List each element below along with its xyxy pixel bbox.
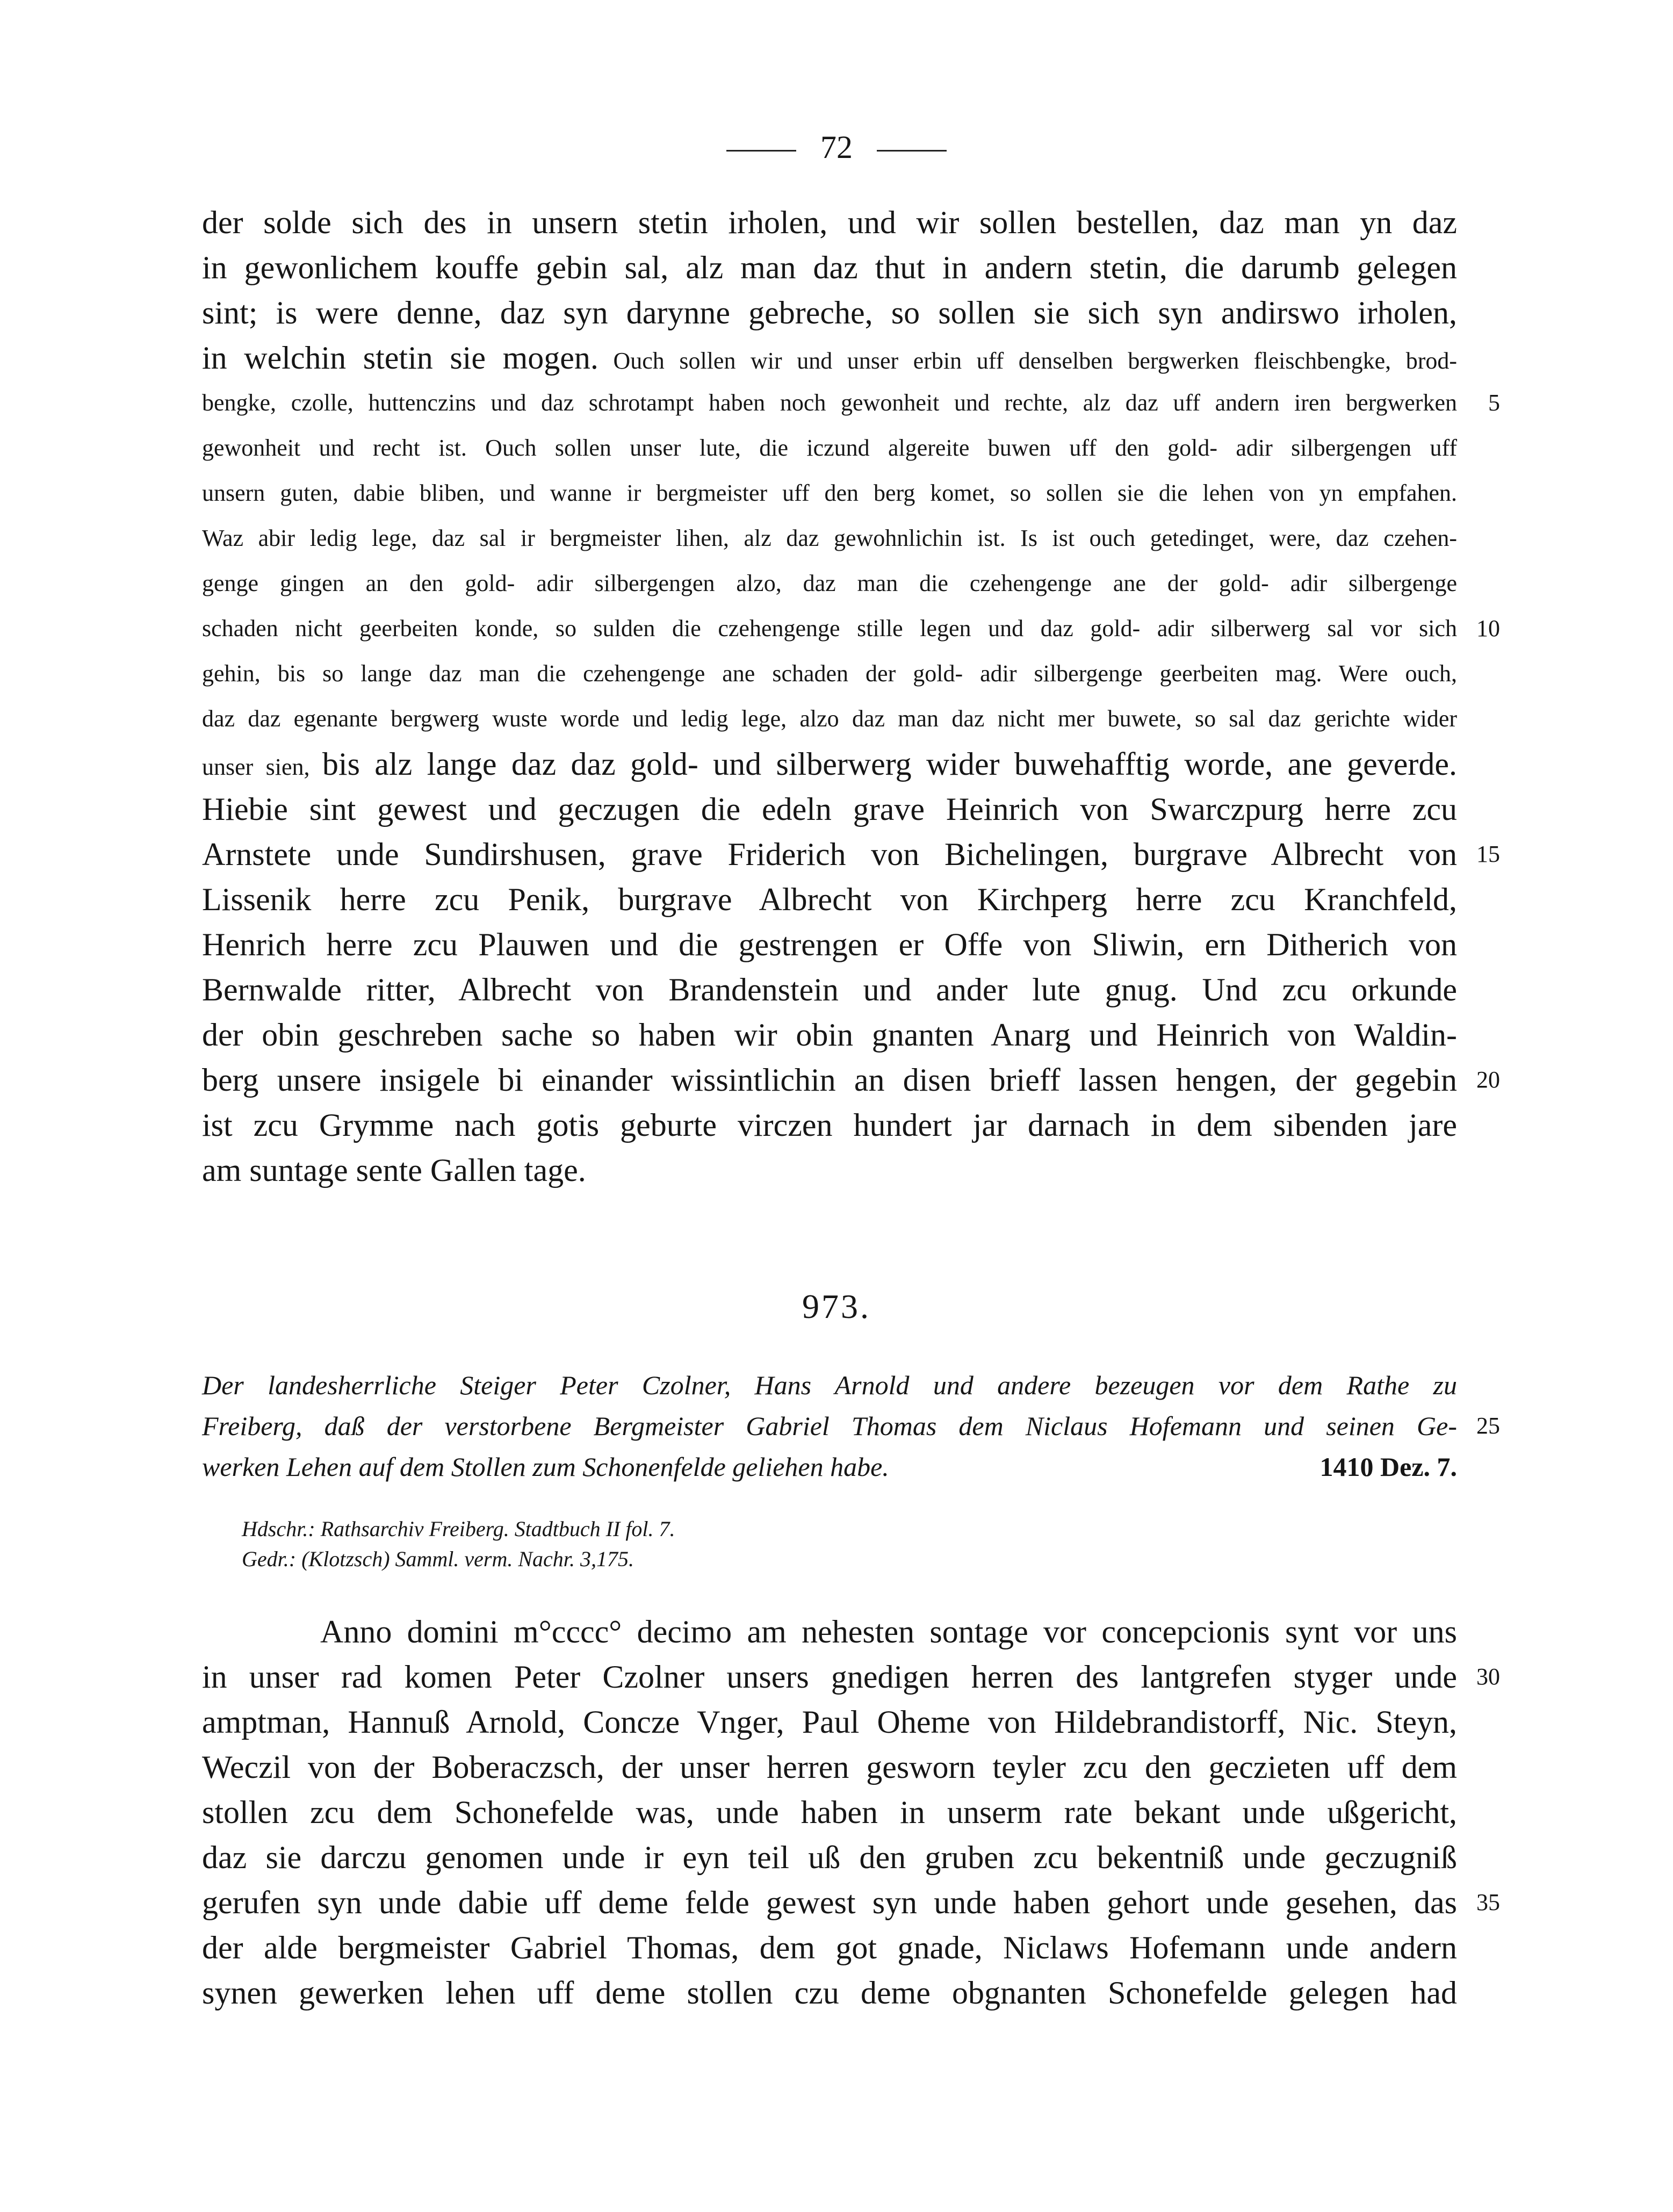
text-run: Arnstete unde Sundirshusen, grave Friderich von Bichelingen, burgrave Albrecht von xyxy=(202,837,1457,872)
regest-line: Freiberg, daß der verstorbene Bergmeister Gabriel Thomas dem Niclaus Hofemann und seinen Ge- 25 xyxy=(202,1406,1457,1446)
text-line xyxy=(202,877,1457,922)
source-manuscript: Hdschr.: Rathsarchiv Freiberg. Stadtbuch II fol. 7. xyxy=(242,1517,675,1541)
text-run: ist zcu Grymme nach gotis geburte virczen hundert jar darnach in dem sibenden jare xyxy=(202,1107,1457,1143)
text-line xyxy=(202,426,1457,471)
text-run: Ouch sollen wir und unser erbin uff denselben bergwerken fleischbengke, brod- xyxy=(598,348,1458,374)
page-header xyxy=(0,129,1673,166)
text-run: bis alz lange daz daz gold- und silberwerg wider buwehafftig worde, ane geverde. xyxy=(322,746,1457,782)
sources xyxy=(242,1514,675,1574)
regest-line: werken Lehen auf dem Stollen zum Schonenfelde geliehen habe. 1410 Dez. 7. xyxy=(202,1446,1457,1487)
text-run: am suntage sente Gallen tage. xyxy=(202,1152,586,1188)
text-run: stollen zcu dem Schonefelde was, unde haben in unserm rate bekant unde ußgericht, xyxy=(202,1795,1457,1830)
text-line xyxy=(202,1699,1457,1745)
line-number: 25 xyxy=(1476,1413,1500,1439)
text-line xyxy=(202,741,1457,787)
text-line xyxy=(202,787,1457,832)
header-rule-right xyxy=(877,150,947,152)
text-line xyxy=(202,696,1457,741)
text-line xyxy=(202,1103,1457,1148)
text-run: in gewonlichem kouffe gebin sal, alz man daz thut in andern stetin, die darumb gelegen xyxy=(202,250,1457,285)
text-run: unsern guten, dabie bliben, und wanne ir bergmeister uff den berg komet, so sollen sie die lehen von yn empfahen. xyxy=(202,480,1457,506)
text-run: in welchin stetin sie mogen. xyxy=(202,340,598,376)
lower-text-block xyxy=(202,1609,1500,2015)
document-number: 973. xyxy=(802,1287,871,1325)
text-run: daz daz egenante bergwerg wuste worde und ledig lege, alzo daz man daz nicht mer buwete, so sal daz gerichte wider xyxy=(202,705,1457,732)
regest xyxy=(202,1365,1500,1487)
text-line xyxy=(202,471,1457,516)
line-number: 15 xyxy=(1476,841,1500,867)
text-line xyxy=(202,200,1457,245)
text-line xyxy=(202,1790,1457,1835)
text-run: Weczil von der Boberaczsch, der unser herren gesworn teyler zcu den geczieten uff dem xyxy=(202,1749,1457,1785)
text-line xyxy=(202,1925,1457,1970)
text-run: der solde sich des in unsern stetin irholen, und wir sollen bestellen, daz man yn daz xyxy=(202,205,1457,240)
line-number: 20 xyxy=(1476,1067,1500,1093)
text-run: berg unsere insigele bi einander wissintlichin an disen brieff lassen hengen, der gegebin xyxy=(202,1062,1457,1098)
page-number: 72 xyxy=(820,129,853,165)
text-line xyxy=(202,1012,1457,1057)
text-run: der obin geschreben sache so haben wir obin gnanten Anarg und Heinrich von Waldin- xyxy=(202,1017,1457,1053)
text-line xyxy=(202,561,1457,606)
text-line xyxy=(202,922,1457,967)
text-line xyxy=(202,1148,1457,1193)
text-line xyxy=(202,1609,1457,1654)
text-line xyxy=(202,651,1457,696)
text-line xyxy=(202,1745,1457,1790)
text-line xyxy=(202,1057,1500,1103)
text-run: synen gewerken lehen uff deme stollen czu deme obgnanten Schonefelde gelegen had xyxy=(202,1975,1457,2011)
text-line xyxy=(202,1970,1457,2015)
line-number: 5 xyxy=(1488,390,1500,416)
text-run: Henrich herre zcu Plauwen und die gestrengen er Offe von Sliwin, ern Ditherich von xyxy=(202,927,1457,962)
text-run: gehin, bis so lange daz man die czehengenge ane schaden der gold- adir silbergenge geerbeiten mag. Were ouch, xyxy=(202,660,1457,687)
text-run: in unser rad komen Peter Czolner unsers gnedigen herren des lantgrefen styger unde xyxy=(202,1659,1457,1695)
text-line xyxy=(202,1880,1500,1925)
regest-line: Der landesherrliche Steiger Peter Czolner, Hans Arnold und andere bezeugen vor dem Rathe zu xyxy=(202,1370,1457,1400)
text-line xyxy=(202,380,1500,426)
source-print: Gedr.: (Klotzsch) Samml. verm. Nachr. 3,175. xyxy=(242,1547,634,1571)
text-line xyxy=(202,335,1457,380)
text-run: Lissenik herre zcu Penik, burgrave Albrecht von Kirchperg herre zcu Kranchfeld, xyxy=(202,882,1457,917)
text-line xyxy=(202,832,1500,877)
text-run: gerufen syn unde dabie uff deme felde gewest syn unde haben gehort unde gesehen, das xyxy=(202,1885,1457,1920)
text-line xyxy=(202,1835,1457,1880)
text-line xyxy=(202,1654,1500,1699)
document-date: 1410 Dez. 7. xyxy=(1319,1452,1457,1482)
text-line xyxy=(202,245,1457,290)
text-run: unser sien, xyxy=(202,754,322,780)
text-line xyxy=(202,290,1457,335)
line-number: 30 xyxy=(1476,1663,1500,1690)
text-run: sint; is were denne, daz syn darynne gebreche, so sollen sie sich syn andirswo irholen, xyxy=(202,295,1457,330)
header-rule-left xyxy=(726,150,796,152)
text-line xyxy=(202,606,1500,651)
text-run: der alde bergmeister Gabriel Thomas, dem got gnade, Niclaws Hofemann unde andern xyxy=(202,1930,1457,1965)
text-run: bengke, czolle, huttenczins und daz schrotampt haben noch gewonheit und rechte, alz daz uff andern iren bergwerken xyxy=(202,390,1457,416)
text-run: Anno domini m°cccc° decimo am nehesten sontage vor concepcionis synt vor uns xyxy=(320,1614,1457,1649)
text-run: gewonheit und recht ist. Ouch sollen unser lute, die iczund algereite buwen uff den gold- adir silbergengen uff xyxy=(202,435,1457,461)
text-run: schaden nicht geerbeiten konde, so sulden die czehengenge stille legen und daz gold- adir silberwerg sal vor sich xyxy=(202,615,1457,642)
text-line xyxy=(202,967,1457,1012)
text-run: amptman, Hannuß Arnold, Concze Vnger, Paul Oheme von Hildebrandistorff, Nic. Steyn, xyxy=(202,1704,1457,1740)
upper-text-block xyxy=(202,200,1500,1193)
text-run: Bernwalde ritter, Albrecht von Brandenstein und ander lute gnug. Und zcu orkunde xyxy=(202,972,1457,1007)
text-line xyxy=(202,516,1457,561)
text-run: genge gingen an den gold- adir silbergengen alzo, daz man die czehengenge ane der gold- adir silbergenge xyxy=(202,570,1457,596)
text-run: Hiebie sint gewest und geczugen die edeln grave Heinrich von Swarczpurg herre zcu xyxy=(202,791,1457,827)
line-number: 35 xyxy=(1476,1889,1500,1915)
line-number: 10 xyxy=(1476,615,1500,642)
text-run: Waz abir ledig lege, daz sal ir bergmeister lihen, alz daz gewohnlichin ist. Is ist ouch getedinget, were, daz czehen- xyxy=(202,525,1457,551)
text-run: daz sie darczu genomen unde ir eyn teil uß den gruben zcu bekentniß unde geczugniß xyxy=(202,1840,1457,1875)
